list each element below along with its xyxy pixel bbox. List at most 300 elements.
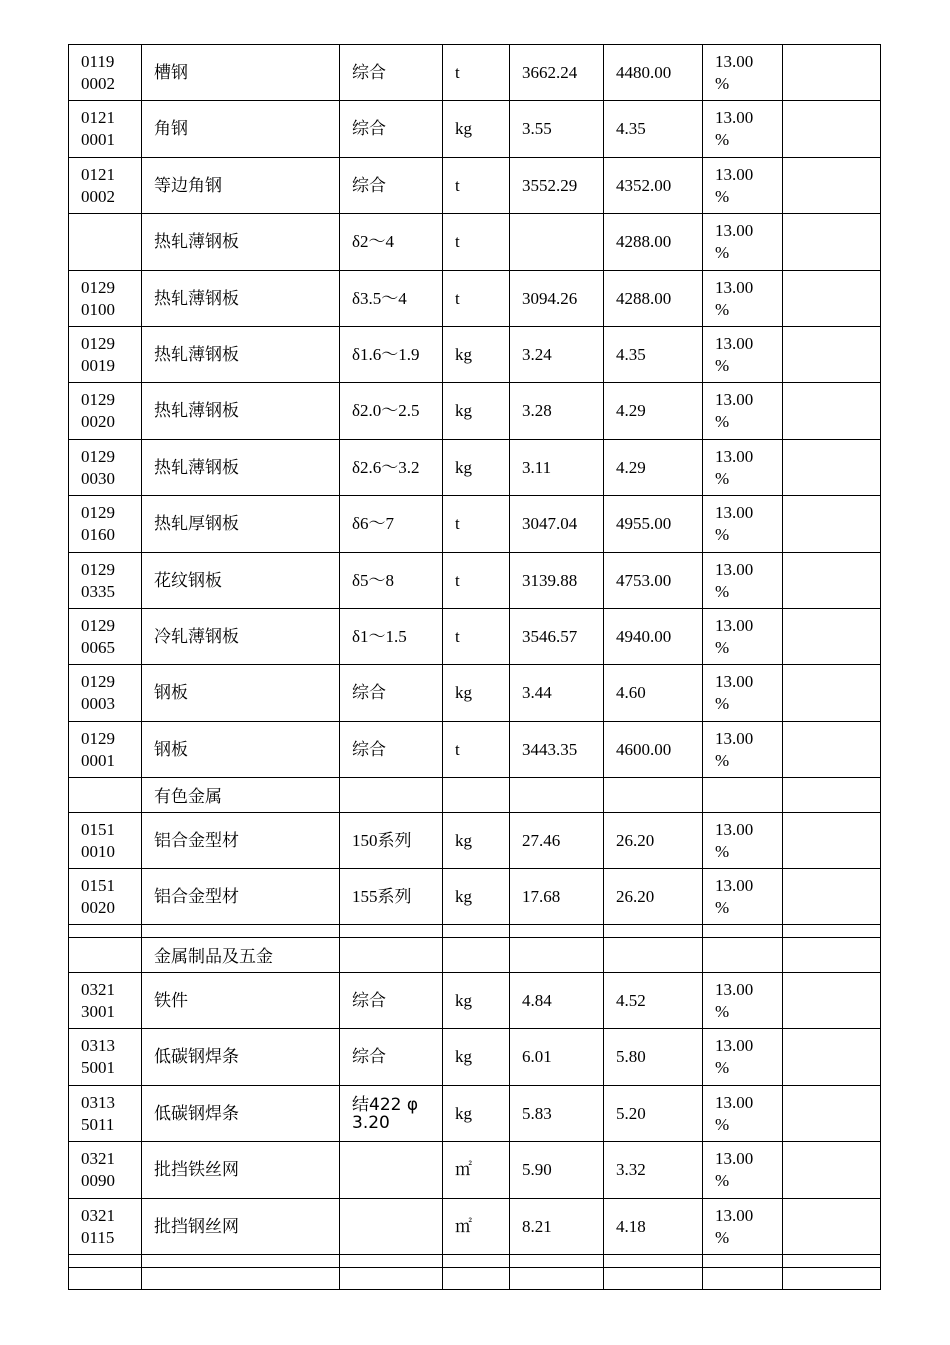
code-cell bbox=[69, 665, 142, 722]
tax-rate-percent: % bbox=[715, 1114, 730, 1134]
name-cell bbox=[142, 101, 340, 158]
code-cell bbox=[69, 813, 142, 869]
remark-cell bbox=[783, 327, 881, 383]
spec-value: 150系列 bbox=[352, 830, 412, 850]
tax-rate-cell bbox=[703, 45, 783, 101]
price-excl-tax: 3443.35 bbox=[522, 739, 578, 759]
code-cell bbox=[69, 722, 142, 778]
empty-row bbox=[69, 1255, 881, 1268]
material-name: 铝合金型材 bbox=[154, 886, 239, 907]
spec-value: δ2.0～2.5 bbox=[352, 401, 420, 420]
price-excl-tax-cell bbox=[510, 271, 604, 327]
spec-cell bbox=[340, 722, 443, 778]
tax-rate-percent: % bbox=[715, 637, 730, 657]
material-name: 热轧薄钢板 bbox=[154, 344, 239, 365]
code-cell bbox=[69, 778, 142, 813]
price-incl-tax-cell bbox=[604, 383, 703, 440]
price-excl-tax-cell bbox=[510, 722, 604, 778]
remark-cell bbox=[783, 609, 881, 665]
code-cell bbox=[69, 1029, 142, 1086]
category-title: 金属制品及五金 bbox=[154, 947, 273, 967]
blank-cell bbox=[703, 1268, 783, 1290]
material-name: 热轧薄钢板 bbox=[154, 288, 239, 309]
unit-cell bbox=[443, 553, 510, 609]
category-cell bbox=[142, 938, 340, 973]
blank-cell bbox=[783, 778, 881, 813]
material-price-table bbox=[68, 44, 881, 1290]
code-part2: 0001 bbox=[81, 750, 115, 770]
unit-value: kg bbox=[455, 683, 472, 702]
table-row bbox=[69, 383, 881, 440]
table-row bbox=[69, 1029, 881, 1086]
price-excl-tax-cell bbox=[510, 1142, 604, 1199]
price-incl-tax-cell bbox=[604, 214, 703, 271]
blank-cell bbox=[604, 938, 703, 973]
tax-rate-percent: % bbox=[715, 1171, 730, 1190]
blank-cell bbox=[69, 1268, 142, 1290]
table-row bbox=[69, 869, 881, 925]
price-excl-tax: 27.46 bbox=[522, 830, 561, 850]
code-part2: 0020 bbox=[81, 412, 115, 431]
empty-row bbox=[69, 1268, 881, 1290]
price-incl-tax: 4753.00 bbox=[616, 570, 672, 590]
tax-rate-cell bbox=[703, 973, 783, 1029]
price-incl-tax: 26.20 bbox=[616, 830, 655, 850]
tax-rate-number: 13.00 bbox=[715, 979, 754, 999]
code-cell bbox=[69, 271, 142, 327]
name-cell bbox=[142, 1086, 340, 1142]
tax-rate-percent: % bbox=[715, 130, 730, 149]
price-incl-tax-cell bbox=[604, 327, 703, 383]
unit-cell bbox=[443, 1142, 510, 1199]
unit-cell bbox=[443, 722, 510, 778]
price-incl-tax: 3.32 bbox=[616, 1160, 646, 1179]
price-incl-tax-cell bbox=[604, 869, 703, 925]
code-cell bbox=[69, 101, 142, 158]
price-excl-tax: 3552.29 bbox=[522, 175, 578, 195]
empty-row bbox=[69, 925, 881, 938]
name-cell bbox=[142, 1029, 340, 1086]
unit-cell bbox=[443, 869, 510, 925]
code-part2: 0003 bbox=[81, 694, 115, 713]
tax-rate-cell bbox=[703, 327, 783, 383]
spec-value: 综合 bbox=[352, 62, 386, 83]
blank-cell bbox=[443, 778, 510, 813]
tax-rate-percent: % bbox=[715, 750, 730, 770]
material-name: 花纹钢板 bbox=[154, 570, 222, 591]
category-cell bbox=[142, 778, 340, 813]
unit-cell bbox=[443, 214, 510, 271]
tax-rate-number: 13.00 bbox=[715, 277, 754, 297]
remark-cell bbox=[783, 383, 881, 440]
blank-cell bbox=[510, 1268, 604, 1290]
material-name: 钢板 bbox=[154, 739, 188, 760]
unit-value: t bbox=[455, 288, 460, 308]
spec-cell bbox=[340, 665, 443, 722]
tax-rate-number: 13.00 bbox=[715, 728, 754, 748]
name-cell bbox=[142, 1142, 340, 1199]
tax-rate-number: 13.00 bbox=[715, 503, 754, 522]
spec-value: δ5～8 bbox=[352, 570, 395, 590]
code-part2: 3001 bbox=[81, 1001, 115, 1021]
price-excl-tax: 17.68 bbox=[522, 886, 561, 906]
table-row bbox=[69, 440, 881, 496]
code-cell bbox=[69, 440, 142, 496]
tax-rate-percent: % bbox=[715, 525, 730, 544]
price-incl-tax: 4955.00 bbox=[616, 514, 672, 533]
blank-cell bbox=[703, 778, 783, 813]
blank-cell bbox=[142, 925, 340, 938]
price-incl-tax-cell bbox=[604, 158, 703, 214]
price-incl-tax: 4600.00 bbox=[616, 739, 672, 759]
spec-cell bbox=[340, 45, 443, 101]
tax-rate-number: 13.00 bbox=[715, 1092, 754, 1112]
unit-value: kg bbox=[455, 119, 472, 138]
price-incl-tax-cell bbox=[604, 813, 703, 869]
tax-rate-cell bbox=[703, 158, 783, 214]
spec-value: 综合 bbox=[352, 1047, 386, 1067]
category-row bbox=[69, 778, 881, 813]
price-incl-tax: 4.29 bbox=[616, 401, 646, 420]
unit-value: kg bbox=[455, 886, 472, 906]
code-part2: 0010 bbox=[81, 841, 115, 861]
price-incl-tax: 4.60 bbox=[616, 683, 646, 702]
blank-cell bbox=[142, 1255, 340, 1268]
tax-rate-cell bbox=[703, 1086, 783, 1142]
price-incl-tax: 5.20 bbox=[616, 1103, 646, 1123]
remark-cell bbox=[783, 722, 881, 778]
code-cell bbox=[69, 553, 142, 609]
remark-cell bbox=[783, 101, 881, 158]
price-excl-tax-cell bbox=[510, 214, 604, 271]
tax-rate-cell bbox=[703, 1199, 783, 1255]
price-incl-tax: 4.18 bbox=[616, 1216, 646, 1236]
code-part2: 5001 bbox=[81, 1058, 115, 1077]
remark-cell bbox=[783, 665, 881, 722]
material-name: 热轧薄钢板 bbox=[154, 401, 239, 421]
price-incl-tax: 4.29 bbox=[616, 457, 646, 477]
price-incl-tax: 4480.00 bbox=[616, 62, 672, 82]
price-incl-tax-cell bbox=[604, 1199, 703, 1255]
tax-rate-number: 13.00 bbox=[715, 164, 754, 184]
code-part1: 0129 bbox=[81, 333, 115, 353]
code-part1: 0129 bbox=[81, 672, 115, 691]
price-excl-tax: 5.83 bbox=[522, 1103, 552, 1123]
code-part1: 0151 bbox=[81, 875, 115, 895]
code-part1: 0129 bbox=[81, 615, 115, 635]
spec-value: δ2～4 bbox=[352, 232, 395, 251]
price-excl-tax: 3.28 bbox=[522, 401, 552, 420]
price-excl-tax: 8.21 bbox=[522, 1216, 552, 1236]
material-name: 冷轧薄钢板 bbox=[154, 626, 239, 647]
tax-rate-percent: % bbox=[715, 355, 730, 375]
spec-cell bbox=[340, 1086, 443, 1142]
name-cell bbox=[142, 158, 340, 214]
price-excl-tax-cell bbox=[510, 383, 604, 440]
blank-cell bbox=[510, 1255, 604, 1268]
price-incl-tax-cell bbox=[604, 973, 703, 1029]
code-part2: 0020 bbox=[81, 897, 115, 917]
tax-rate-percent: % bbox=[715, 897, 730, 917]
spec-value: 综合 bbox=[352, 175, 386, 196]
table-row bbox=[69, 553, 881, 609]
name-cell bbox=[142, 609, 340, 665]
blank-cell bbox=[783, 1268, 881, 1290]
category-title: 有色金属 bbox=[154, 787, 222, 807]
price-excl-tax-cell bbox=[510, 609, 604, 665]
tax-rate-percent: % bbox=[715, 73, 730, 93]
code-part1: 0321 bbox=[81, 1205, 115, 1225]
tax-rate-number: 13.00 bbox=[715, 672, 754, 691]
blank-cell bbox=[703, 938, 783, 973]
price-incl-tax-cell bbox=[604, 722, 703, 778]
tax-rate-cell bbox=[703, 214, 783, 271]
code-part1: 0321 bbox=[81, 1149, 115, 1168]
blank-cell bbox=[510, 938, 604, 973]
blank-cell bbox=[340, 925, 443, 938]
unit-value: t bbox=[455, 514, 460, 533]
price-incl-tax-cell bbox=[604, 1142, 703, 1199]
price-excl-tax: 3.44 bbox=[522, 683, 552, 702]
tax-rate-cell bbox=[703, 101, 783, 158]
unit-value: kg bbox=[455, 401, 472, 420]
blank-cell bbox=[443, 938, 510, 973]
price-excl-tax-cell bbox=[510, 101, 604, 158]
blank-cell bbox=[703, 925, 783, 938]
material-name: 热轧厚钢板 bbox=[154, 514, 239, 534]
price-incl-tax-cell bbox=[604, 45, 703, 101]
table-row bbox=[69, 1199, 881, 1255]
tax-rate-number: 13.00 bbox=[715, 333, 754, 353]
code-cell bbox=[69, 1086, 142, 1142]
unit-cell bbox=[443, 665, 510, 722]
blank-cell bbox=[340, 778, 443, 813]
tax-rate-percent: % bbox=[715, 468, 730, 488]
remark-cell bbox=[783, 440, 881, 496]
spec-cell bbox=[340, 327, 443, 383]
tax-rate-number: 13.00 bbox=[715, 221, 754, 240]
unit-cell bbox=[443, 45, 510, 101]
code-part2: 0335 bbox=[81, 581, 115, 601]
table-row bbox=[69, 45, 881, 101]
code-part1: 0313 bbox=[81, 1092, 115, 1112]
spec-value: 综合 bbox=[352, 739, 386, 760]
price-incl-tax-cell bbox=[604, 101, 703, 158]
price-excl-tax-cell bbox=[510, 813, 604, 869]
unit-value: t bbox=[455, 62, 460, 82]
name-cell bbox=[142, 813, 340, 869]
table-row bbox=[69, 496, 881, 553]
code-cell bbox=[69, 1142, 142, 1199]
code-part2: 0090 bbox=[81, 1171, 115, 1190]
code-cell bbox=[69, 158, 142, 214]
tax-rate-number: 13.00 bbox=[715, 1205, 754, 1225]
price-excl-tax-cell bbox=[510, 665, 604, 722]
unit-cell bbox=[443, 813, 510, 869]
code-cell bbox=[69, 327, 142, 383]
code-part1: 0129 bbox=[81, 390, 115, 409]
tax-rate-percent: % bbox=[715, 1227, 730, 1247]
remark-cell bbox=[783, 1086, 881, 1142]
unit-value: kg bbox=[455, 1047, 472, 1066]
spec-value: 综合 bbox=[352, 683, 386, 703]
name-cell bbox=[142, 665, 340, 722]
material-name: 批挡钢丝网 bbox=[154, 1216, 239, 1237]
price-incl-tax: 4940.00 bbox=[616, 626, 672, 646]
tax-rate-number: 13.00 bbox=[715, 875, 754, 895]
table-row bbox=[69, 158, 881, 214]
blank-cell bbox=[443, 925, 510, 938]
price-excl-tax: 3546.57 bbox=[522, 626, 578, 646]
blank-cell bbox=[510, 778, 604, 813]
unit-cell bbox=[443, 158, 510, 214]
spec-cell bbox=[340, 609, 443, 665]
price-incl-tax-cell bbox=[604, 1086, 703, 1142]
unit-value: ㎡ bbox=[455, 1160, 472, 1179]
blank-cell bbox=[69, 925, 142, 938]
tax-rate-cell bbox=[703, 271, 783, 327]
code-cell bbox=[69, 383, 142, 440]
code-cell bbox=[69, 1199, 142, 1255]
price-excl-tax-cell bbox=[510, 45, 604, 101]
blank-cell bbox=[604, 1268, 703, 1290]
code-part2: 0030 bbox=[81, 468, 115, 488]
material-name: 铝合金型材 bbox=[154, 830, 239, 851]
code-part2: 0065 bbox=[81, 637, 115, 657]
material-name: 钢板 bbox=[154, 683, 188, 703]
spec-value: 结422 φ3.20 bbox=[352, 1094, 419, 1133]
price-incl-tax: 4.35 bbox=[616, 344, 646, 364]
tax-rate-cell bbox=[703, 1142, 783, 1199]
price-incl-tax-cell bbox=[604, 271, 703, 327]
code-part2: 0160 bbox=[81, 525, 115, 544]
remark-cell bbox=[783, 271, 881, 327]
code-part1: 0129 bbox=[81, 728, 115, 748]
code-part1: 0313 bbox=[81, 1036, 115, 1055]
tax-rate-number: 13.00 bbox=[715, 1036, 754, 1055]
unit-cell bbox=[443, 383, 510, 440]
code-part1: 0129 bbox=[81, 446, 115, 466]
spec-cell bbox=[340, 101, 443, 158]
tax-rate-percent: % bbox=[715, 186, 730, 206]
tax-rate-number: 13.00 bbox=[715, 51, 754, 71]
table-row bbox=[69, 813, 881, 869]
name-cell bbox=[142, 45, 340, 101]
price-incl-tax: 26.20 bbox=[616, 886, 655, 906]
spec-value: 综合 bbox=[352, 119, 386, 139]
price-excl-tax-cell bbox=[510, 440, 604, 496]
price-excl-tax: 3.55 bbox=[522, 119, 552, 138]
price-incl-tax-cell bbox=[604, 665, 703, 722]
price-excl-tax: 3047.04 bbox=[522, 514, 578, 533]
unit-value: kg bbox=[455, 830, 472, 850]
tax-rate-number: 13.00 bbox=[715, 1149, 754, 1168]
blank-cell bbox=[340, 938, 443, 973]
code-part1: 0121 bbox=[81, 108, 115, 127]
price-excl-tax-cell bbox=[510, 1029, 604, 1086]
blank-cell bbox=[783, 938, 881, 973]
unit-value: kg bbox=[455, 344, 472, 364]
spec-cell bbox=[340, 973, 443, 1029]
spec-cell bbox=[340, 440, 443, 496]
remark-cell bbox=[783, 496, 881, 553]
blank-cell bbox=[510, 925, 604, 938]
price-excl-tax: 5.90 bbox=[522, 1160, 552, 1179]
tax-rate-cell bbox=[703, 813, 783, 869]
code-part1: 0151 bbox=[81, 819, 115, 839]
blank-cell bbox=[604, 925, 703, 938]
material-name: 热轧薄钢板 bbox=[154, 232, 239, 252]
remark-cell bbox=[783, 1029, 881, 1086]
tax-rate-number: 13.00 bbox=[715, 390, 754, 409]
price-incl-tax: 5.80 bbox=[616, 1047, 646, 1066]
table-row bbox=[69, 1142, 881, 1199]
remark-cell bbox=[783, 869, 881, 925]
price-excl-tax-cell bbox=[510, 1199, 604, 1255]
price-incl-tax: 4288.00 bbox=[616, 232, 672, 251]
tax-rate-cell bbox=[703, 383, 783, 440]
blank-cell bbox=[443, 1268, 510, 1290]
unit-cell bbox=[443, 271, 510, 327]
unit-cell bbox=[443, 1086, 510, 1142]
unit-cell bbox=[443, 496, 510, 553]
code-cell bbox=[69, 45, 142, 101]
table-row bbox=[69, 1086, 881, 1142]
unit-value: kg bbox=[455, 457, 472, 477]
price-excl-tax: 3.11 bbox=[522, 457, 552, 477]
material-name: 批挡铁丝网 bbox=[154, 1160, 239, 1180]
price-incl-tax-cell bbox=[604, 553, 703, 609]
material-name: 等边角钢 bbox=[154, 175, 222, 196]
unit-cell bbox=[443, 101, 510, 158]
table-body bbox=[69, 45, 881, 1290]
code-part2: 0001 bbox=[81, 130, 115, 149]
tax-rate-cell bbox=[703, 1029, 783, 1086]
remark-cell bbox=[783, 158, 881, 214]
tax-rate-percent: % bbox=[715, 412, 730, 431]
price-incl-tax: 4288.00 bbox=[616, 288, 672, 308]
spec-cell bbox=[340, 869, 443, 925]
code-part1: 0129 bbox=[81, 277, 115, 297]
code-part2: 0002 bbox=[81, 73, 115, 93]
spec-cell bbox=[340, 383, 443, 440]
spec-cell bbox=[340, 1142, 443, 1199]
unit-value: ㎡ bbox=[455, 1216, 472, 1236]
unit-value: t bbox=[455, 570, 460, 590]
code-part1: 0129 bbox=[81, 559, 115, 579]
code-part2: 0115 bbox=[81, 1227, 115, 1247]
code-part2: 0100 bbox=[81, 299, 115, 319]
price-excl-tax-cell bbox=[510, 158, 604, 214]
name-cell bbox=[142, 214, 340, 271]
table-row bbox=[69, 665, 881, 722]
code-part2: 5011 bbox=[81, 1114, 115, 1134]
name-cell bbox=[142, 271, 340, 327]
name-cell bbox=[142, 440, 340, 496]
spec-cell bbox=[340, 1199, 443, 1255]
tax-rate-number: 13.00 bbox=[715, 446, 754, 466]
blank-cell bbox=[142, 1268, 340, 1290]
tax-rate-number: 13.00 bbox=[715, 559, 754, 579]
tax-rate-number: 13.00 bbox=[715, 819, 754, 839]
remark-cell bbox=[783, 1199, 881, 1255]
price-incl-tax-cell bbox=[604, 609, 703, 665]
unit-value: kg bbox=[455, 990, 472, 1010]
code-part2: 0002 bbox=[81, 186, 115, 206]
code-part1: 0129 bbox=[81, 503, 115, 522]
material-name: 角钢 bbox=[154, 119, 188, 139]
remark-cell bbox=[783, 1142, 881, 1199]
